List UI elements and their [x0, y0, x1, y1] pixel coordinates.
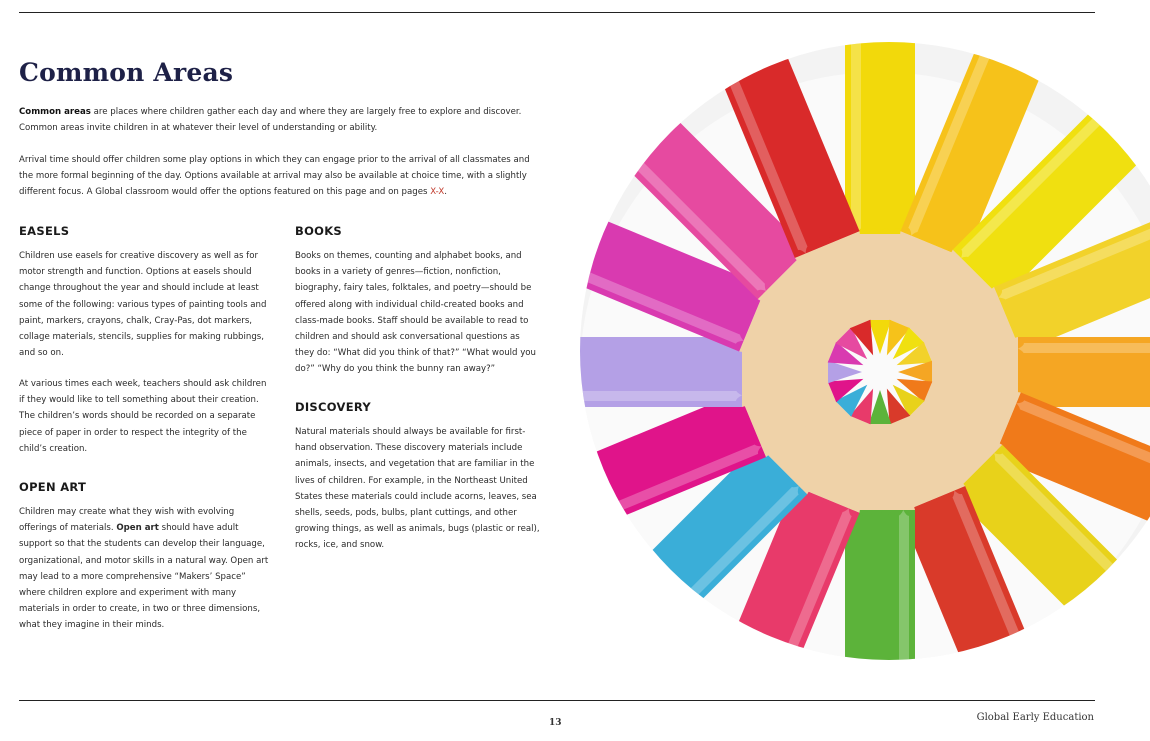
colored-pencils-image	[580, 42, 1150, 660]
intro-bold-term: Common areas	[19, 107, 91, 117]
page-title: Common Areas	[19, 58, 234, 87]
page-cross-reference-link[interactable]: X-X	[430, 187, 445, 197]
discovery-heading: DISCOVERY	[295, 400, 372, 414]
publication-name: Global Early Education	[976, 712, 1094, 723]
arrival-paragraph: Arrival time should offer children some play options in which they can engage prior to the arrival of all classmates and the more formal beginning of the day. Options available at arrival may also be available at choice time, with a slightly different focus. A Global classroom would offer the options featured on this page and on pages X-X.	[19, 155, 530, 197]
intro-text: are places where children gather each day and where they are largely free to explore and discover. Common areas invite children in at whatever their level of understanding or ability.	[19, 107, 522, 133]
bottom-rule	[19, 700, 1095, 701]
discovery-paragraph: Natural materials should always be available for first-hand observation. These discovery materials include animals, insects, and vegetation that are familiar in the lives of children. For example, in the Northeast United States these materials could include acorns, leaves, sea shells, seeds, pods, bulbs, plant cuttings, and other growing things, as well as animals, bugs (plastic or real), rocks, ice, and snow.	[295, 427, 540, 551]
top-rule	[19, 12, 1095, 13]
intro-paragraph	[19, 104, 544, 136]
open-art-paragraph: Children may create what they wish with evolving offerings of materials. Open art should have adult support so that the students can develop their language, organizational, and motor skills in a natural way. Open art may lead to a more comprehensive “Makers’ Space” where children explore and experiment with many materials in order to create, in two or three dimensions, what they imagine in their minds.	[19, 507, 269, 631]
pencils-illustration	[580, 42, 1150, 660]
books-paragraph: Books on themes, counting and alphabet books, and books in a variety of genres—fiction, nonfiction, biography, fairy tales, folktales, and poetry—should be offered along with individual child-created books and class-made books. Staff should be available to read to children and should ask conversational questions as they do: “What did you think of that?” “What would you do?” “Why do you think the bunny ran away?”	[295, 251, 537, 375]
easels-paragraph-2: At various times each week, teachers should ask children if they would like to tell something about their creation. The children’s words should be recorded on a separate piece of paper in order to respect the integrity of the child’s creation.	[19, 379, 267, 454]
arrival-text: Arrival time should offer children some play options in which they can engage prior to the arrival of all classmates and the more formal beginning of the day. Options available at arrival may also be available at choice time, with a slightly different focus. A Global classroom would offer the options featured on this page and on pages	[19, 155, 530, 197]
open-art-heading: OPEN ART	[19, 480, 87, 494]
open-art-bold-term: Open art	[116, 523, 159, 534]
books-heading: BOOKS	[295, 224, 343, 238]
easels-heading: EASELS	[19, 224, 70, 238]
page-number: 13	[549, 718, 562, 728]
easels-paragraph-1: Children use easels for creative discovery as well as for motor strength and function. Options at easels should change throughout the year and should include at least some of the following: various types of painting tools and paint, markers, crayons, chalk, Cray-Pas, dot markers, collage materials, stencils, supplies for making rubbings, and so on.	[19, 251, 267, 359]
